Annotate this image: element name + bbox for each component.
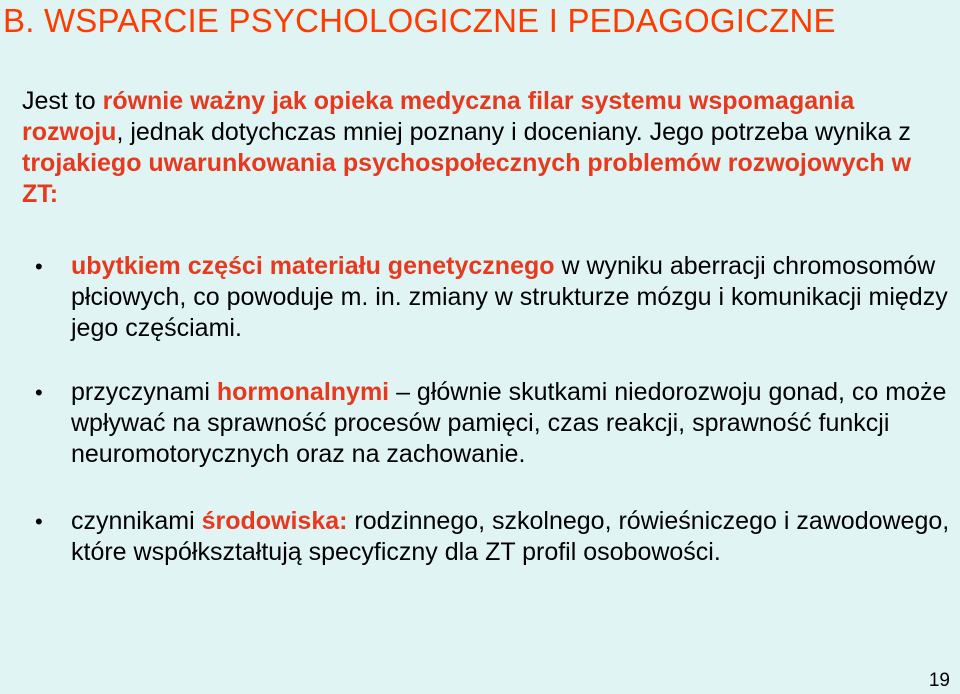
bullet-list — [0, 251, 960, 568]
list-item — [0, 251, 951, 344]
bullet-text: – głównie skutkami niedorozwoju gonad, co może wpływać na sprawność procesów pamięci, czas reakcji, sprawność funkcji neuromotorycznych oraz na zachowanie. — [71, 378, 947, 468]
bullet-text: rodzinnego, szkolnego, rówieśniczego i zawodowego, które współkształtują specyficzny dla ZT profil osobowości. — [71, 507, 950, 566]
bullet-icon: • — [35, 254, 43, 279]
bullet-highlight: hormonalnymi — [216, 378, 390, 406]
bullet-highlight: środowiska: — [201, 507, 348, 535]
intro-text-2: , jednak dotychczas mniej poznany i doceniany. Jego potrzeba wynika z — [116, 118, 911, 146]
intro-highlight-1: równie ważny jak opieka medyczna filar systemu wspomagania rozwoju — [22, 87, 855, 146]
intro-highlight-2: trojakiego uwarunkowania — [22, 149, 336, 177]
bullet-pre: czynnikami — [71, 507, 202, 535]
slide-title: B. WSPARCIE PSYCHOLOGICZNE I PEDAGOGICZNE — [3, 2, 836, 39]
bullet-highlight: ubytkiem części materiału genetycznego — [71, 252, 555, 280]
intro-paragraph — [22, 86, 922, 210]
bullet-pre: przyczynami — [71, 378, 217, 406]
page-number: 19 — [928, 670, 950, 691]
bullet-text: w wyniku aberracji chromosomów płciowych, co powoduje m. in. zmiany w strukturze mózgu i komunikacji między jego częściami. — [71, 252, 948, 342]
intro-text-3 — [336, 149, 343, 177]
bullet-icon: • — [35, 509, 43, 534]
list-item — [0, 377, 951, 470]
list-item — [0, 506, 951, 568]
intro-text-1: Jest to — [22, 87, 103, 115]
intro-highlight-3: psychospołecznych problemów rozwojowych w ZT: — [22, 149, 912, 208]
bullet-icon: • — [35, 380, 43, 405]
